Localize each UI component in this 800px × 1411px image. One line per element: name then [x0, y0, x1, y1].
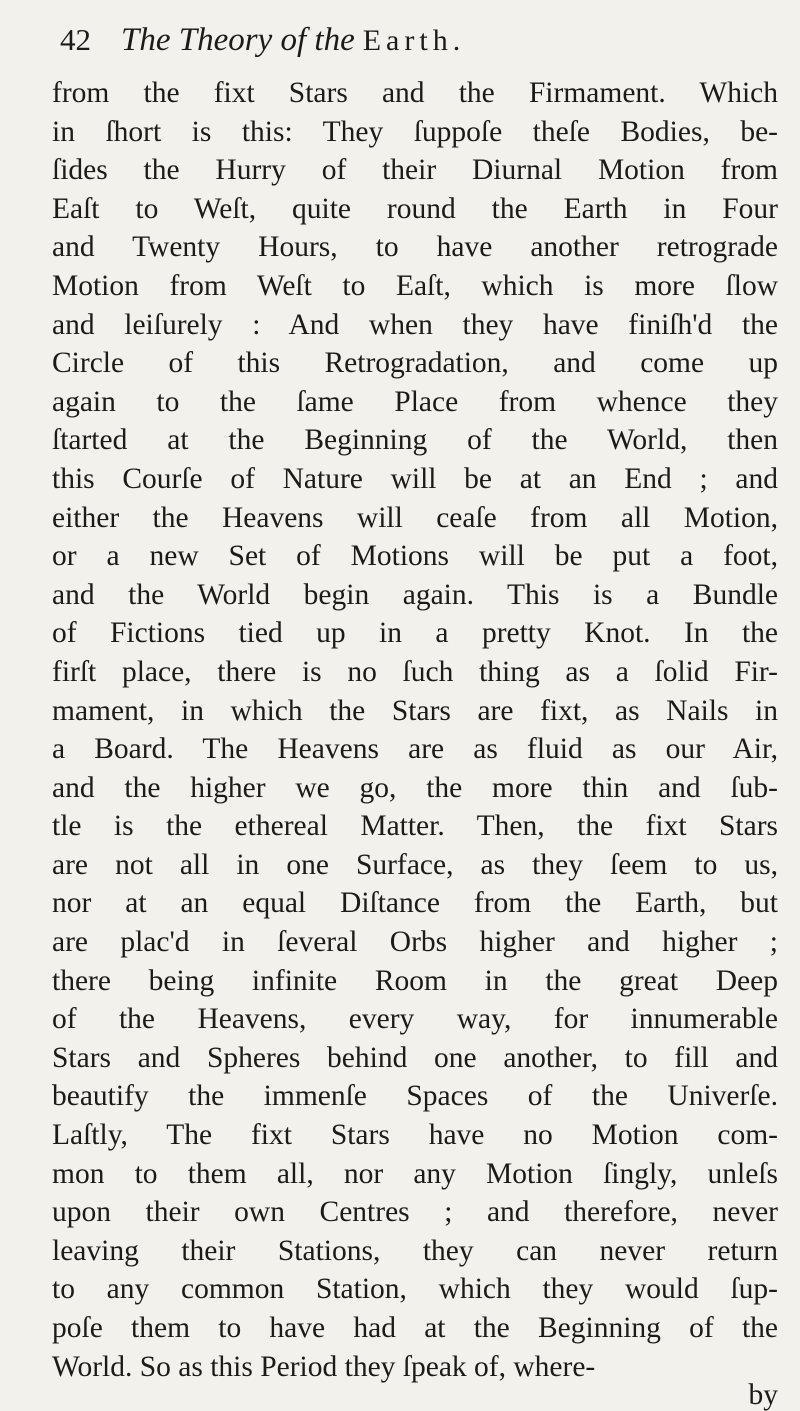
text-line: and the World begin again. This is a Bundle: [52, 578, 778, 611]
text-line: this Courſe of Nature will be at an End ; and: [52, 462, 778, 495]
text-line: ſides the Hurry of their Diurnal Motion from: [52, 154, 778, 187]
text-line: upon their own Centres ; and therefore, never: [52, 1196, 778, 1229]
text-line: poſe them to have had at the Beginning of the: [52, 1312, 778, 1344]
page-number: 42: [60, 22, 91, 57]
text-line: nor at an equal Diſtance from the Earth, but: [52, 887, 778, 920]
text-line: tle is the ethereal Matter. Then, the fixt Stars: [52, 810, 778, 843]
text-line: Circle of this Retrogradation, and come up: [52, 347, 778, 380]
text-line: from the fixt Stars and the Firmament. Which: [52, 77, 778, 109]
catchword: by: [748, 1379, 778, 1411]
text-line: Stars and Spheres behind one another, to fill and: [52, 1041, 778, 1074]
text-line: or a new Set of Motions will be put a foot,: [52, 540, 778, 573]
text-line: World. So as this Period they ſpeak of, where-: [52, 1350, 596, 1383]
text-line: firſt place, there is no ſuch thing as a ſolid Fir-: [52, 655, 778, 688]
text-line: again to the ſame Place from whence they: [52, 385, 778, 418]
text-line: are plac'd in ſeveral Orbs higher and higher ;: [52, 926, 778, 959]
text-line: mament, in which the Stars are fixt, as Nails in: [52, 694, 778, 727]
running-title: The Theory of the: [121, 22, 355, 58]
text-line: in ſhort is this: They ſuppoſe theſe Bodies, be-: [52, 115, 778, 148]
body-text: [52, 74, 778, 1386]
text-line: Motion from Weſt to Eaſt, which is more ſlow: [52, 269, 778, 302]
running-title-caps: Earth.: [362, 24, 466, 57]
text-line: there being infinite Room in the great Deep: [52, 964, 778, 997]
running-head: [52, 22, 766, 74]
text-line: beautify the immenſe Spaces of the Univerſe.: [52, 1080, 778, 1113]
text-line: leaving their Stations, they can never return: [52, 1234, 778, 1267]
text-line: either the Heavens will ceaſe from all Motion,: [52, 501, 778, 534]
text-line: are not all in one Surface, as they ſeem to us,: [52, 848, 778, 881]
text-line: mon to them all, nor any Motion ſingly, unleſs: [52, 1157, 778, 1190]
text-line: Laſtly, The fixt Stars have no Motion com-: [52, 1119, 778, 1152]
text-line: a Board. The Heavens are as fluid as our Air,: [52, 733, 778, 766]
text-line: to any common Station, which they would ſup-: [52, 1273, 778, 1306]
text-line: and Twenty Hours, to have another retrograde: [52, 231, 778, 264]
text-line: of Fictions tied up in a pretty Knot. In the: [52, 617, 778, 650]
text-line: ſtarted at the Beginning of the World, then: [52, 424, 778, 457]
text-line: and leiſurely : And when they have finiſh'd the: [52, 308, 778, 341]
text-line: Eaſt to Weſt, quite round the Earth in Four: [52, 192, 778, 225]
text-line: of the Heavens, every way, for innumerable: [52, 1003, 778, 1036]
text-line: and the higher we go, the more thin and ſub-: [52, 771, 778, 804]
